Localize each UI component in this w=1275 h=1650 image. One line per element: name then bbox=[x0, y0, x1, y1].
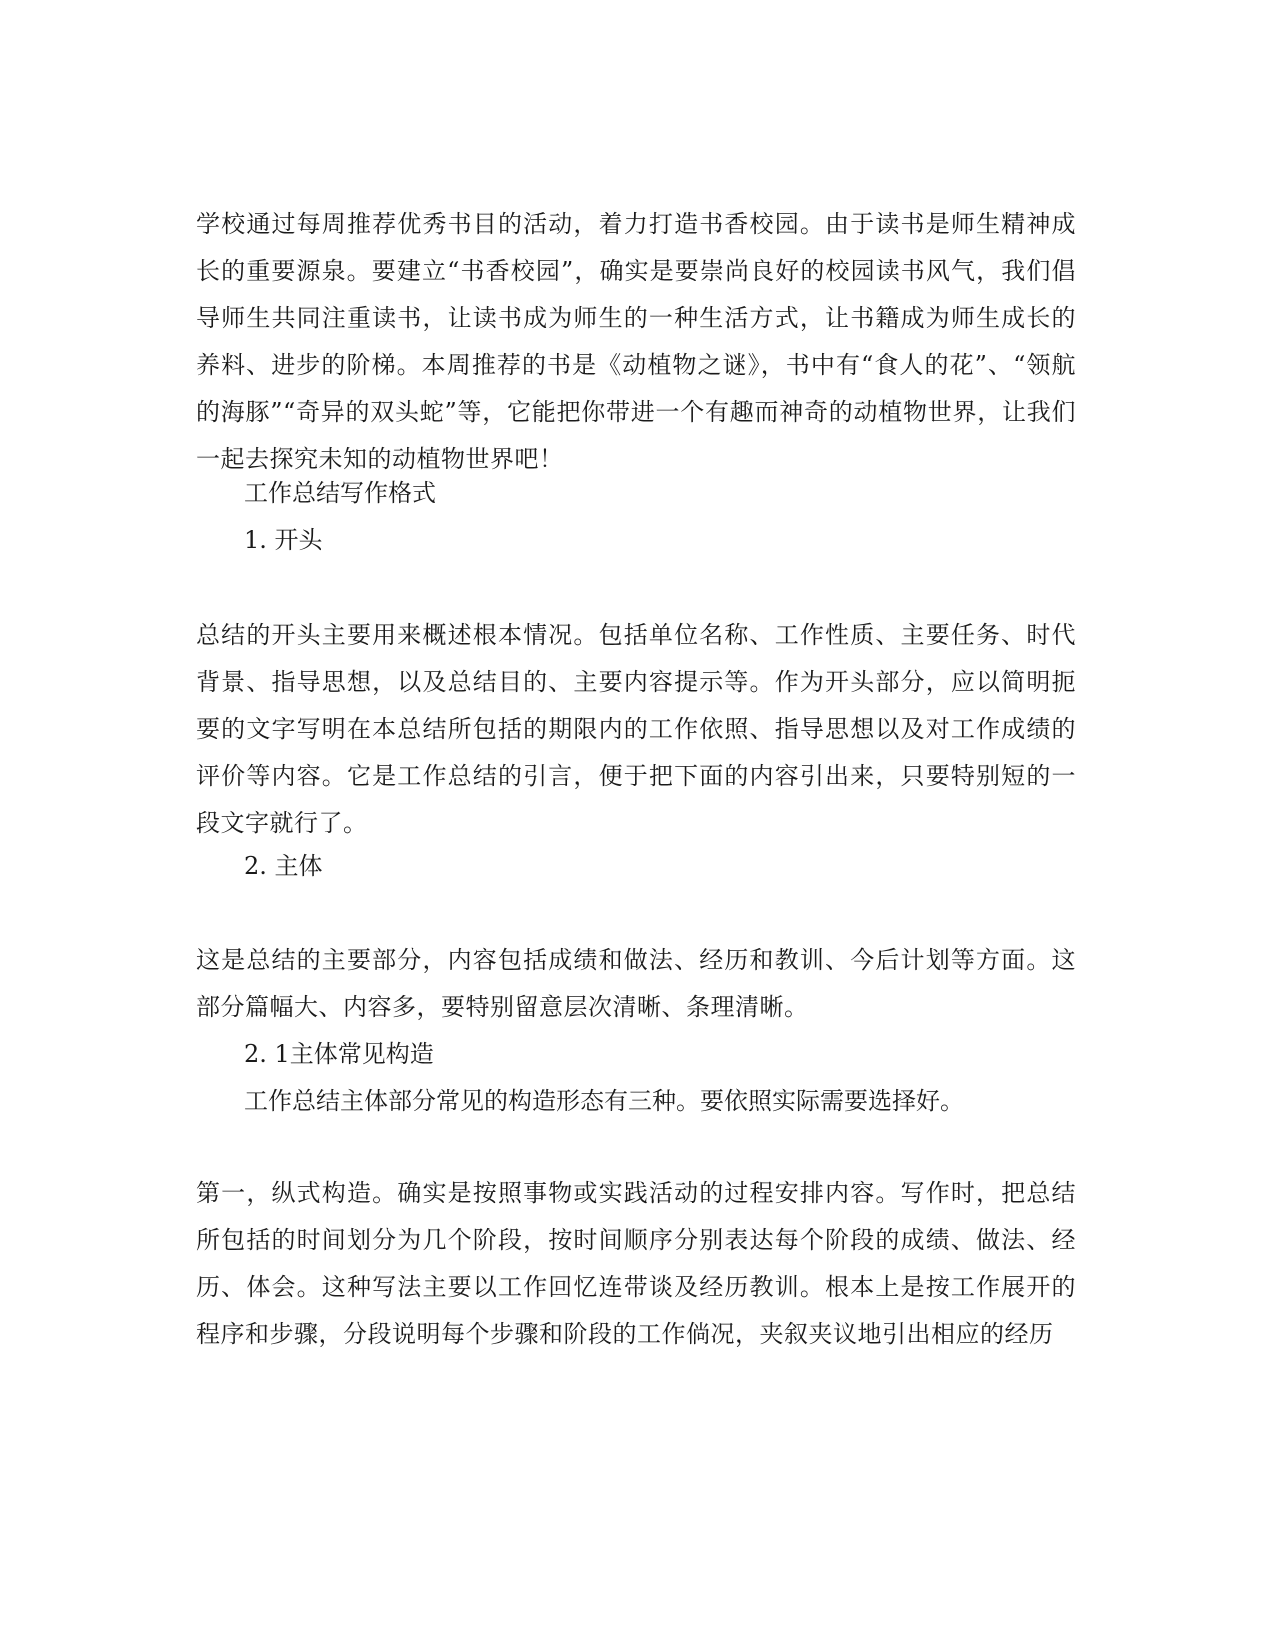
body-paragraph: 这是总结的主要部分，内容包括成绩和做法、经历和教训、今后计划等方面。这部分篇幅大、内容多，要特别留意层次清晰、条理清晰。 bbox=[196, 946, 1076, 1021]
vertical-structure-paragraph: 第一，纵式构造。确实是按照事物或实践活动的过程安排内容。写作时，把总结所包括的时间划分为几个阶段，按时间顺序分别表达每个阶段的成绩、做法、经历、体会。这种写法主要以工作回忆连带谈及经历教训。根本上是按工作展开的程序和步骤，分段说明每个步骤和阶段的工作倘况，夹叙夹议地引出相应的经历 bbox=[196, 1179, 1076, 1348]
heading-body-structure: 2. 1主体常见构造 bbox=[244, 1040, 434, 1068]
intro-paragraph: 学校通过每周推荐优秀书目的活动，着力打造书香校园。由于读书是师生精神成长的重要源泉。要建立“书香校园”，确实是要崇尚良好的校园读书风气，我们倡导师生共同注重读书，让读书成为师生的一种生活方式，让书籍成为师生成长的养料、进步的阶梯。本周推荐的书是《动植物之谜》，书中有“食人的花”、“领航的海豚”“奇异的双头蛇”等，它能把你带进一个有趣而神奇的动植物世界，让我们一起去探究未知的动植物世界吧！ bbox=[196, 210, 1076, 473]
opening-paragraph: 总结的开头主要用来概述根本情况。包括单位名称、工作性质、主要任务、时代背景、指导思想，以及总结目的、主要内容提示等。作为开头部分，应以简明扼要的文字写明在本总结所包括的期限内的工作依照、指导思想以及对工作成绩的评价等内容。它是工作总结的引言，便于把下面的内容引出来，只要特别短的一段文字就行了。 bbox=[196, 621, 1076, 837]
heading-body: 2. 主体 bbox=[244, 852, 323, 880]
structure-intro-line: 工作总结主体部分常见的构造形态有三种。要依照实际需要选择好。 bbox=[244, 1087, 964, 1115]
heading-opening: 1. 开头 bbox=[244, 526, 323, 554]
section-title: 工作总结写作格式 bbox=[244, 479, 436, 507]
